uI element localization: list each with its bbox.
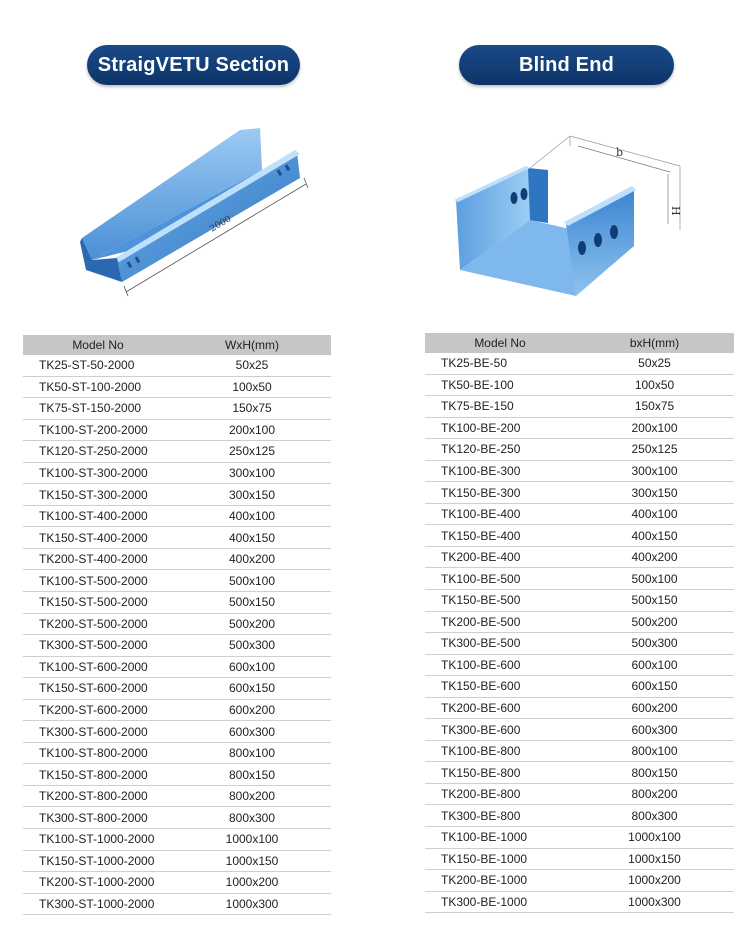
- dimension-cell: 300x100: [173, 462, 331, 484]
- model-no-cell: TK200-BE-500: [425, 611, 575, 633]
- model-no-cell: TK200-ST-400-2000: [23, 548, 173, 570]
- dimension-cell: 1000x150: [575, 848, 734, 870]
- model-no-cell: TK300-BE-800: [425, 805, 575, 827]
- table-row: [425, 374, 734, 396]
- model-no-cell: TK100-BE-600: [425, 654, 575, 676]
- model-no-cell: TK100-BE-800: [425, 740, 575, 762]
- model-no-cell: TK100-ST-300-2000: [23, 462, 173, 484]
- dimension-cell: 300x100: [575, 460, 734, 482]
- table-row: [23, 742, 331, 764]
- model-no-cell: TK100-ST-600-2000: [23, 656, 173, 678]
- table-row: [425, 568, 734, 590]
- dimension-cell: 250x125: [575, 439, 734, 461]
- dimension-cell: 600x200: [575, 697, 734, 719]
- model-no-cell: TK200-ST-600-2000: [23, 699, 173, 721]
- table-row: [23, 419, 331, 441]
- dimension-cell: 600x150: [173, 678, 331, 700]
- dimension-cell: 600x100: [173, 656, 331, 678]
- dimension-cell: 50x25: [173, 355, 331, 376]
- dimension-cell: 1000x300: [173, 893, 331, 915]
- table-row: [23, 484, 331, 506]
- table-row: [23, 505, 331, 527]
- model-no-cell: TK100-BE-200: [425, 417, 575, 439]
- dimension-cell: 1000x200: [575, 870, 734, 892]
- table-row: [23, 893, 331, 915]
- length-dimension-label: 2000: [208, 214, 234, 235]
- header-dimensions: WxH(mm): [173, 335, 331, 355]
- model-no-cell: TK100-BE-300: [425, 460, 575, 482]
- model-no-cell: TK300-ST-800-2000: [23, 807, 173, 829]
- model-no-cell: TK50-BE-100: [425, 374, 575, 396]
- table-row: [425, 439, 734, 461]
- model-no-cell: TK100-ST-400-2000: [23, 505, 173, 527]
- table-row: [425, 783, 734, 805]
- dimension-cell: 800x200: [575, 783, 734, 805]
- dimension-cell: 600x200: [173, 699, 331, 721]
- model-no-cell: TK100-ST-500-2000: [23, 570, 173, 592]
- header-dimensions: bxH(mm): [575, 333, 734, 353]
- dimension-cell: 300x150: [173, 484, 331, 506]
- dimension-cell: 600x100: [575, 654, 734, 676]
- model-no-cell: TK75-ST-150-2000: [23, 398, 173, 420]
- model-no-cell: TK25-BE-50: [425, 353, 575, 374]
- model-no-cell: TK150-BE-600: [425, 676, 575, 698]
- dimension-cell: 400x100: [173, 505, 331, 527]
- table-row: [23, 678, 331, 700]
- table-row: [425, 805, 734, 827]
- table-row: [425, 611, 734, 633]
- straight-section-title: StraigVETU Section: [87, 45, 300, 85]
- dimension-cell: 100x50: [173, 376, 331, 398]
- model-no-cell: TK200-ST-1000-2000: [23, 872, 173, 894]
- model-no-cell: TK150-ST-400-2000: [23, 527, 173, 549]
- table-row: [23, 441, 331, 463]
- height-dimension-label: H: [669, 206, 682, 216]
- model-no-cell: TK200-BE-600: [425, 697, 575, 719]
- dimension-cell: 200x100: [575, 417, 734, 439]
- model-no-cell: TK300-BE-600: [425, 719, 575, 741]
- dimension-cell: 400x200: [173, 548, 331, 570]
- dimension-cell: 600x300: [575, 719, 734, 741]
- table-row: [425, 503, 734, 525]
- table-row: [23, 872, 331, 894]
- dimension-cell: 250x125: [173, 441, 331, 463]
- table-row: [23, 548, 331, 570]
- dimension-cell: 100x50: [575, 374, 734, 396]
- dimension-cell: 800x100: [575, 740, 734, 762]
- table-row: [425, 827, 734, 849]
- model-no-cell: TK150-ST-800-2000: [23, 764, 173, 786]
- table-row: [425, 633, 734, 655]
- model-no-cell: TK300-ST-500-2000: [23, 635, 173, 657]
- table-row: [23, 829, 331, 851]
- dimension-cell: 800x100: [173, 742, 331, 764]
- dimension-cell: 1000x100: [173, 829, 331, 851]
- dimension-cell: 500x100: [173, 570, 331, 592]
- table-row: [425, 460, 734, 482]
- table-row: [23, 355, 331, 376]
- dimension-cell: 1000x300: [575, 891, 734, 913]
- model-no-cell: TK150-ST-300-2000: [23, 484, 173, 506]
- dimension-cell: 200x100: [173, 419, 331, 441]
- blind-end-illustration: [448, 128, 688, 303]
- model-no-cell: TK25-ST-50-2000: [23, 355, 173, 376]
- table-row: [23, 592, 331, 614]
- table-row: [23, 527, 331, 549]
- dimension-cell: 500x100: [575, 568, 734, 590]
- model-no-cell: TK200-BE-1000: [425, 870, 575, 892]
- table-row: [425, 870, 734, 892]
- dimension-cell: 800x150: [575, 762, 734, 784]
- table-row: [425, 762, 734, 784]
- model-no-cell: TK150-ST-1000-2000: [23, 850, 173, 872]
- table-row: [425, 848, 734, 870]
- dimension-cell: 500x200: [173, 613, 331, 635]
- dimension-cell: 500x300: [575, 633, 734, 655]
- table-row: [425, 546, 734, 568]
- table-row: [23, 570, 331, 592]
- dimension-cell: 1000x100: [575, 827, 734, 849]
- table-row: [23, 398, 331, 420]
- table-row: [23, 764, 331, 786]
- dimension-cell: 500x300: [173, 635, 331, 657]
- dimension-cell: 800x200: [173, 785, 331, 807]
- model-no-cell: TK100-BE-1000: [425, 827, 575, 849]
- model-no-cell: TK100-BE-400: [425, 503, 575, 525]
- dimension-cell: 1000x150: [173, 850, 331, 872]
- table-row: [425, 891, 734, 913]
- model-no-cell: TK300-BE-500: [425, 633, 575, 655]
- header-model-no: Model No: [23, 335, 173, 355]
- dimension-cell: 400x100: [575, 503, 734, 525]
- blind-end-title: Blind End: [459, 45, 674, 85]
- table-row: [23, 656, 331, 678]
- model-no-cell: TK100-ST-800-2000: [23, 742, 173, 764]
- width-dimension-label: b: [616, 146, 624, 159]
- blind-end-spec-table: [425, 333, 734, 913]
- dimension-cell: 300x150: [575, 482, 734, 504]
- table-row: [23, 635, 331, 657]
- model-no-cell: TK300-BE-1000: [425, 891, 575, 913]
- table-row: [23, 376, 331, 398]
- model-no-cell: TK150-BE-1000: [425, 848, 575, 870]
- straight-tray-illustration: [72, 120, 312, 305]
- model-no-cell: TK150-BE-500: [425, 590, 575, 612]
- table-row: [425, 417, 734, 439]
- table-row: [23, 699, 331, 721]
- model-no-cell: TK120-BE-250: [425, 439, 575, 461]
- dimension-cell: 50x25: [575, 353, 734, 374]
- model-no-cell: TK200-ST-500-2000: [23, 613, 173, 635]
- table-row: [23, 807, 331, 829]
- table-row: [23, 613, 331, 635]
- dimension-cell: 600x300: [173, 721, 331, 743]
- model-no-cell: TK150-ST-500-2000: [23, 592, 173, 614]
- dimension-cell: 400x150: [173, 527, 331, 549]
- dimension-cell: 500x150: [575, 590, 734, 612]
- table-row: [425, 654, 734, 676]
- model-no-cell: TK200-BE-400: [425, 546, 575, 568]
- table-row: [425, 697, 734, 719]
- model-no-cell: TK100-ST-1000-2000: [23, 829, 173, 851]
- table-row: [425, 676, 734, 698]
- table-row: [23, 721, 331, 743]
- table-row: [425, 353, 734, 374]
- dimension-cell: 800x150: [173, 764, 331, 786]
- table-row: [23, 462, 331, 484]
- table-row: [23, 850, 331, 872]
- table-row: [425, 719, 734, 741]
- model-no-cell: TK75-BE-150: [425, 396, 575, 418]
- model-no-cell: TK300-ST-1000-2000: [23, 893, 173, 915]
- dimension-cell: 150x75: [173, 398, 331, 420]
- model-no-cell: TK120-ST-250-2000: [23, 441, 173, 463]
- dimension-cell: 150x75: [575, 396, 734, 418]
- dimension-cell: 800x300: [173, 807, 331, 829]
- header-model-no: Model No: [425, 333, 575, 353]
- dimension-cell: 500x150: [173, 592, 331, 614]
- table-row: [425, 482, 734, 504]
- model-no-cell: TK100-ST-200-2000: [23, 419, 173, 441]
- table-row: [23, 785, 331, 807]
- model-no-cell: TK150-BE-800: [425, 762, 575, 784]
- dimension-cell: 1000x200: [173, 872, 331, 894]
- model-no-cell: TK150-BE-400: [425, 525, 575, 547]
- table-row: [425, 740, 734, 762]
- dimension-cell: 800x300: [575, 805, 734, 827]
- straight-section-spec-table: [23, 335, 331, 915]
- model-no-cell: TK150-ST-600-2000: [23, 678, 173, 700]
- model-no-cell: TK50-ST-100-2000: [23, 376, 173, 398]
- dimension-cell: 400x150: [575, 525, 734, 547]
- table-row: [425, 525, 734, 547]
- model-no-cell: TK200-ST-800-2000: [23, 785, 173, 807]
- model-no-cell: TK300-ST-600-2000: [23, 721, 173, 743]
- model-no-cell: TK200-BE-800: [425, 783, 575, 805]
- model-no-cell: TK150-BE-300: [425, 482, 575, 504]
- dimension-cell: 500x200: [575, 611, 734, 633]
- table-row: [425, 590, 734, 612]
- dimension-cell: 600x150: [575, 676, 734, 698]
- dimension-cell: 400x200: [575, 546, 734, 568]
- model-no-cell: TK100-BE-500: [425, 568, 575, 590]
- table-row: [425, 396, 734, 418]
